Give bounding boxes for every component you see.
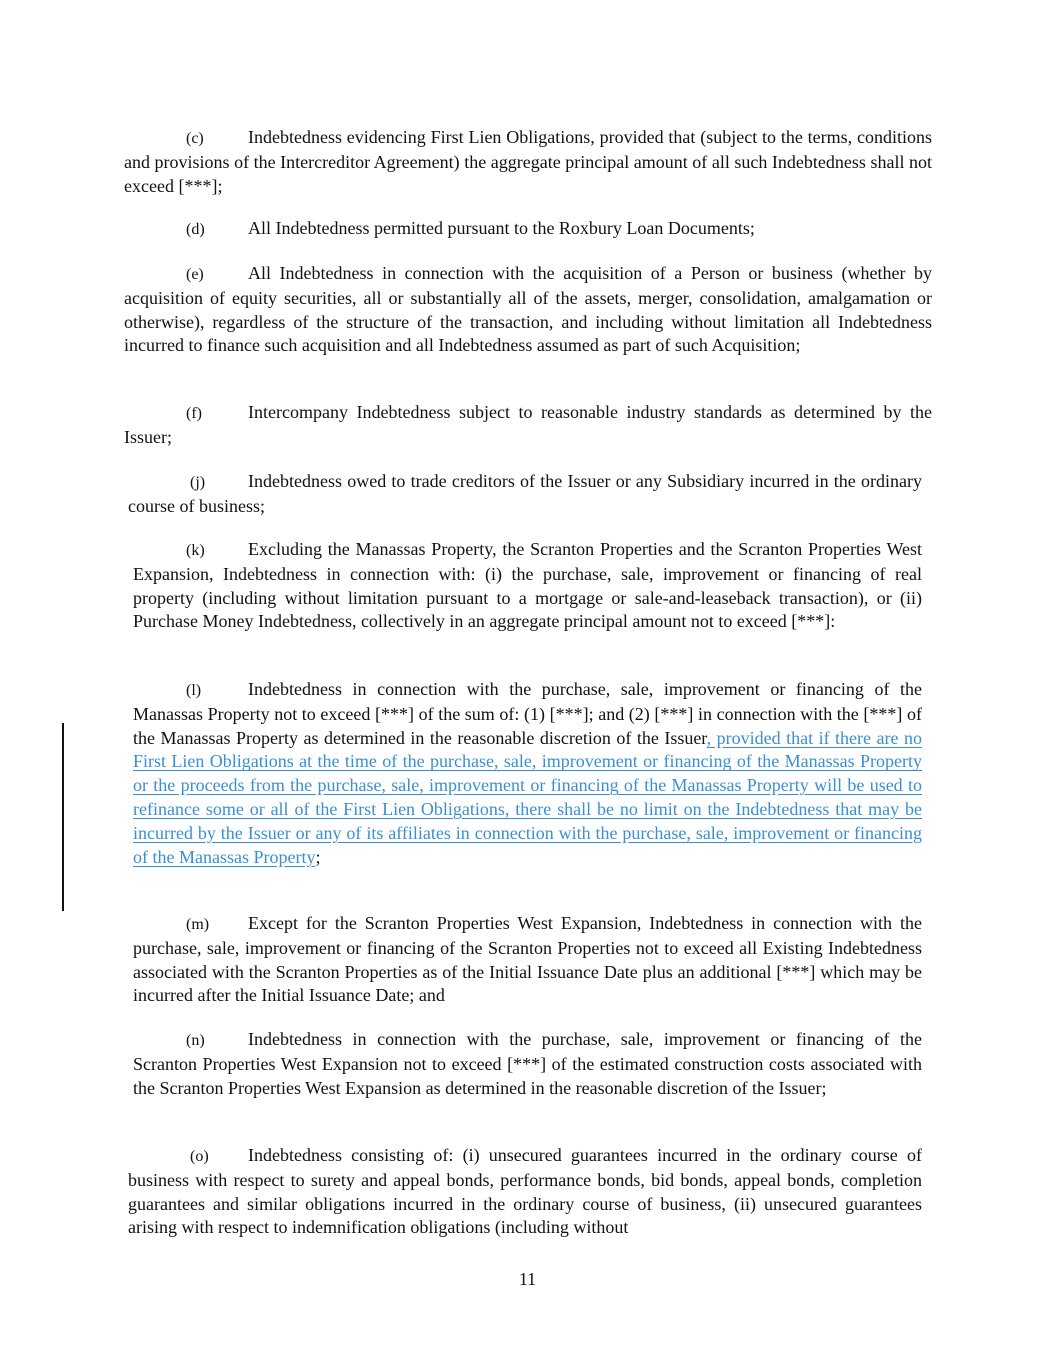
paragraph-c	[124, 126, 932, 198]
item-label: (c)	[186, 130, 204, 147]
paragraph-j	[128, 470, 922, 519]
paragraph-l	[133, 678, 922, 869]
revision-change-bar	[62, 723, 64, 911]
item-text: Indebtedness evidencing First Lien Obligations, provided that (subject to the terms, conditions and provisions of the Intercreditor Agreement) the aggregate principal amount of all such Indebtedness shall not exceed [***];	[124, 127, 932, 196]
item-text: Except for the Scranton Properties West Expansion, Indebtedness in connection with the purchase, sale, improvement or financing of the Scranton Properties not to exceed all Existing Indebtedness associated with the Scranton Properties as of the Initial Issuance Date plus an additional [***] which may be incurred after the Initial Issuance Date; and	[133, 913, 922, 1006]
paragraph-n	[133, 1028, 922, 1100]
page-number: 11	[518, 1269, 537, 1289]
inserted-text: , provided that if there are no First Lien Obligations at the time of the purchase, sale, improvement or financing of the Manassas Property or the proceeds from the purchase, sale, improvement or financing of the Manassas Property will be used to refinance some or all of the First Lien Obligations, there shall be no limit on the Indebtedness that may be incurred by the Issuer or any of its affiliates in connection with the purchase, sale, improvement or financing of the Manassas Property	[133, 727, 922, 867]
item-text: Excluding the Manassas Property, the Scranton Properties and the Scranton Properties West Expansion, Indebtedness in connection with: (i) the purchase, sale, improvement or financing of real property (including without limitation pursuant to a mortgage or sale-and-leaseback transaction), or (ii) Purchase Money Indebtedness, collectively in an aggregate principal amount not to exceed [***]:	[133, 539, 922, 632]
item-label: (d)	[186, 221, 205, 238]
paragraph-k	[133, 538, 922, 634]
paragraph-m	[133, 912, 922, 1008]
paragraph-o	[128, 1144, 922, 1240]
paragraph-e	[124, 262, 932, 358]
item-label: (e)	[186, 266, 204, 283]
item-text: All Indebtedness permitted pursuant to the Roxbury Loan Documents;	[248, 218, 755, 238]
item-text: Indebtedness owed to trade creditors of the Issuer or any Subsidiary incurred in the ordinary course of business;	[128, 471, 922, 516]
item-label: (m)	[186, 916, 210, 933]
item-text: All Indebtedness in connection with the acquisition of a Person or business (whether by acquisition of equity securities, all or substantially all of the assets, merger, consolidation, amalgamation or otherwise), regardless of the structure of the transaction, and including without limitation all Indebtedness incurred to finance such acquisition and all Indebtedness assumed as part of such Acquisition;	[124, 263, 932, 356]
item-text: Indebtedness consisting of: (i) unsecured guarantees incurred in the ordinary course of business with respect to surety and appeal bonds, performance bonds, bid bonds, appeal bonds, completion guarantees and similar obligations incurred in the ordinary course of business, (ii) unsecured guarantees arising with respect to indemnification obligations (including without	[128, 1145, 922, 1238]
item-label: (n)	[186, 1032, 205, 1049]
item-label: (k)	[186, 542, 205, 559]
item-text: Intercompany Indebtedness subject to reasonable industry standards as determined by the Issuer;	[124, 402, 932, 447]
item-label: (l)	[186, 682, 202, 699]
paragraph-f	[124, 401, 932, 450]
item-text-tail: ;	[315, 846, 321, 867]
item-text: Indebtedness in connection with the purchase, sale, improvement or financing of the Manassas Property not to exceed [***] of the sum of: (1) [***]; and (2) [***] in connection with the [***] of the Manassas Property as determined in the reasonable discretion of the Issuer	[133, 679, 922, 748]
item-text: Indebtedness in connection with the purchase, sale, improvement or financing of the Scranton Properties West Expansion not to exceed [***] of the estimated construction costs associated with the Scranton Properties West Expansion as determined in the reasonable discretion of the Issuer;	[133, 1029, 922, 1098]
item-label: (f)	[186, 405, 202, 422]
paragraph-d	[124, 217, 932, 242]
item-label: (j)	[190, 474, 206, 491]
item-label: (o)	[190, 1148, 209, 1165]
